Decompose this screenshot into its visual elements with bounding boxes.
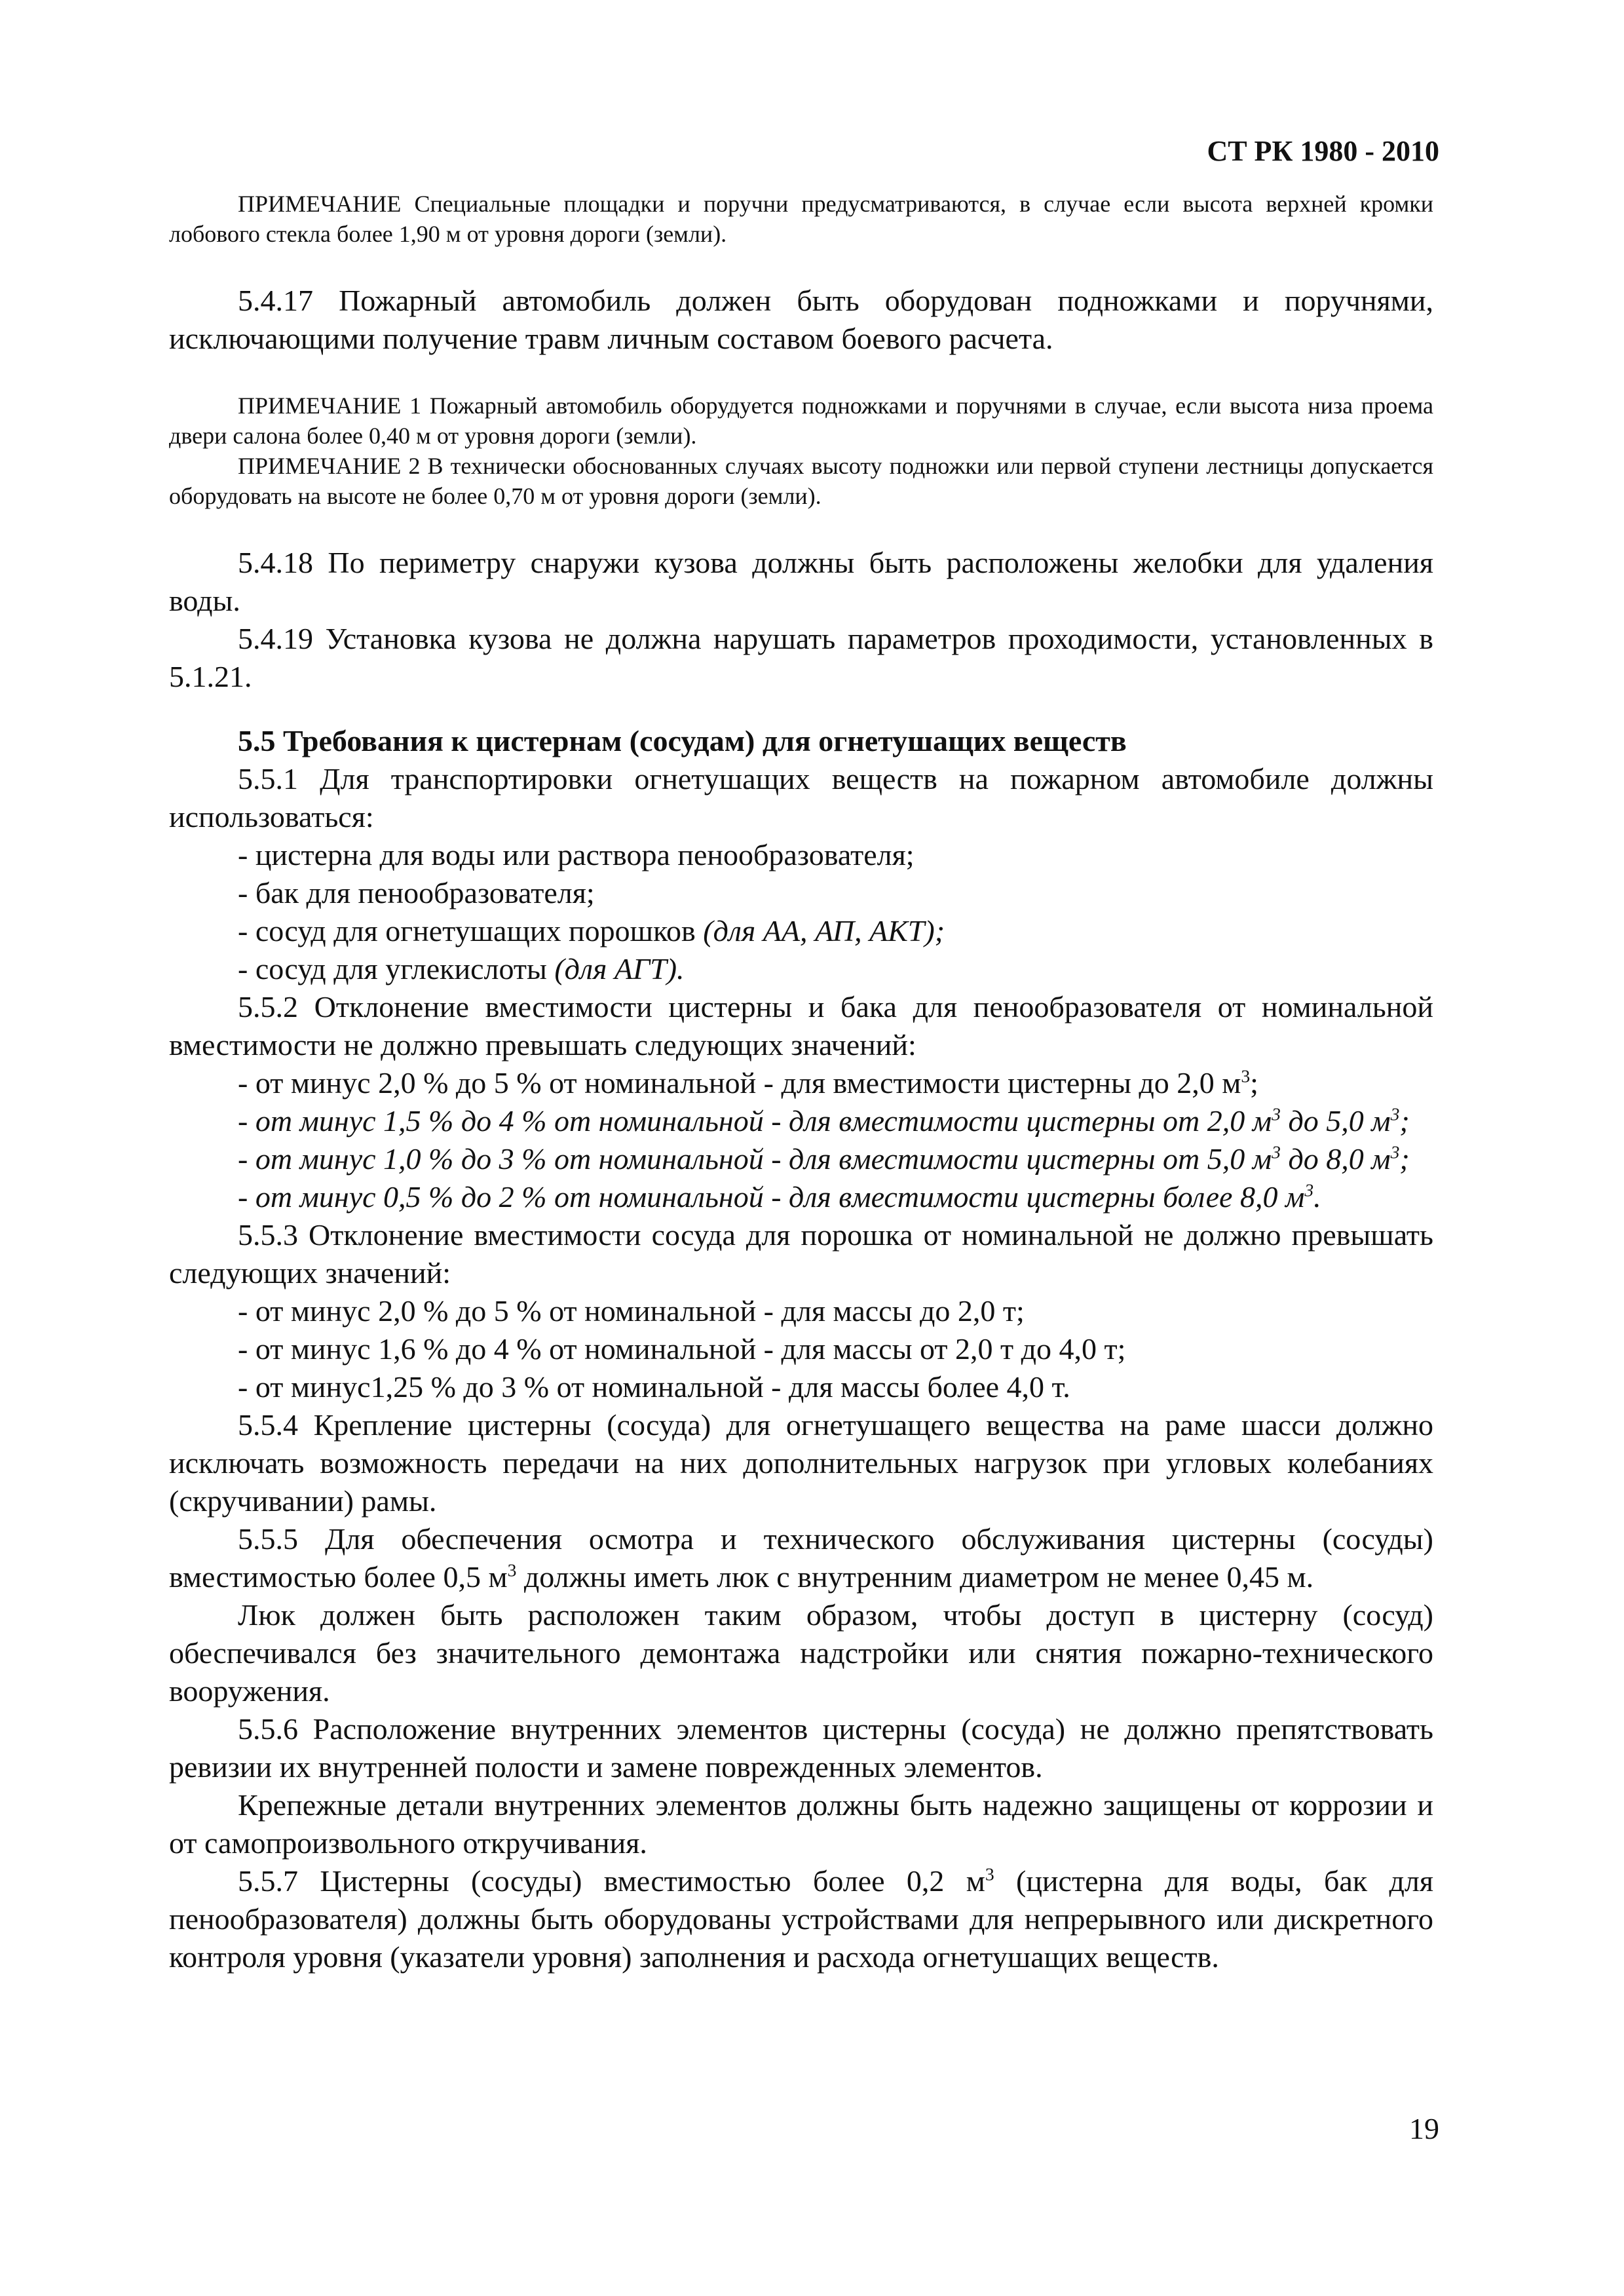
paragraph-fasteners: Крепежные детали внутренних элементов должны быть надежно защищены от коррозии и от самопроизвольного откручивания. (169, 1788, 1433, 1860)
note-2: ПРИМЕЧАНИЕ 2 В технически обоснованных случаях высоту подножки или первой ступени лестницы допускается оборудовать на высоте не более 0,70 м от уровня дороги (земли). (169, 453, 1433, 509)
list-item-text: до 5,0 м (1280, 1104, 1391, 1138)
note-1: ПРИМЕЧАНИЕ 1 Пожарный автомобиль оборудуется подножками и поручнями в случае, если высота низа проема двери салона более 0,40 м от уровня дороги (земли). (169, 392, 1433, 449)
list-item (169, 1064, 1433, 1102)
superscript: 3 (1241, 1065, 1251, 1086)
paragraph-text: (цистерна для воды, бак для пенообразователя) должны быть оборудованы устройствами для непрерывного или дискретного контроля уровня (указатели уровня) заполнения и расхода огнетушащих веществ. (169, 1864, 1434, 1974)
list-item-text: ; (1399, 1142, 1410, 1176)
paragraph-5-4-17: 5.4.17 Пожарный автомобиль должен быть оборудован подножками и поручнями, исключающими получение травм личным составом боевого расчета. (169, 284, 1433, 355)
superscript: 3 (1272, 1141, 1281, 1162)
paragraph-5-5-6: 5.5.6 Расположение внутренних элементов цистерны (сосуда) не должно препятствовать ревизии их внутренней полости и замене поврежденных элементов. (169, 1712, 1433, 1784)
list-item-text: - от минус 2,0 % до 5 % от номинальной - для вместимости цистерны до 2,0 м (238, 1066, 1241, 1100)
superscript: 3 (507, 1559, 517, 1580)
list-item (169, 1140, 1433, 1178)
page-number: 19 (1409, 2112, 1439, 2145)
superscript: 3 (1272, 1103, 1281, 1124)
list-item: - от минус 1,6 % до 4 % от номинальной - для массы от 2,0 т до 4,0 т; (238, 1332, 1126, 1366)
list-item-text: - сосуд для огнетушащих порошков (238, 914, 704, 947)
list-item-text: до 8,0 м (1280, 1142, 1391, 1176)
paragraph-text: должны иметь люк с внутренним диаметром не менее 0,45 м. (516, 1560, 1314, 1594)
list-item-italic: (для АГТ). (554, 952, 685, 985)
paragraph-5-4-19: 5.4.19 Установка кузова не должна нарушать параметров проходимости, установленных в 5.1.21. (169, 622, 1433, 693)
list-item-italic: (для АА, АП, АКТ); (703, 914, 945, 947)
note-top: ПРИМЕЧАНИЕ Специальные площадки и поручни предусматриваются, в случае если высота верхней кромки лобового стекла более 1,90 м от уровня дороги (земли). (169, 191, 1433, 247)
list-item: - от минус 2,0 % до 5 % от номинальной - для массы до 2,0 т; (238, 1294, 1025, 1328)
superscript: 3 (1304, 1179, 1314, 1200)
paragraph-text: 5.5.5 Для обеспечения осмотра и технического обслуживания цистерны (сосуды) вместимостью более 0,5 м (169, 1522, 1433, 1594)
list-item (169, 1102, 1433, 1140)
section-heading-5-5: 5.5 Требования к цистернам (сосудам) для огнетушащих веществ (238, 724, 1127, 757)
paragraph-5-5-2: 5.5.2 Отклонение вместимости цистерны и бака для пенообразователя от номинальной вместимости не должно превышать следующих значений: (169, 990, 1433, 1062)
list-item-text: ; (1399, 1104, 1410, 1138)
paragraph-5-5-4: 5.5.4 Крепление цистерны (сосуда) для огнетушащего вещества на раме шасси должно исключать возможность передачи на них дополнительных нагрузок при угловых колебаниях (скручивании) рамы. (169, 1408, 1433, 1518)
list-item: - цистерна для воды или раствора пенообразователя; (238, 838, 915, 871)
paragraph-5-5-3: 5.5.3 Отклонение вместимости сосуда для порошка от номинальной не должно превышать следующих значений: (169, 1218, 1433, 1290)
list-item-text: ; (1250, 1066, 1258, 1100)
list-item (169, 912, 1433, 950)
paragraph-5-5-7 (169, 1862, 1433, 1976)
paragraph-5-4-18: 5.4.18 По периметру снаружи кузова должны быть расположены желобки для удаления воды. (169, 546, 1433, 617)
superscript: 3 (1390, 1103, 1400, 1124)
list-item-text: - от минус 1,0 % до 3 % от номинальной - для вместимости цистерны от 5,0 м (238, 1142, 1272, 1176)
superscript: 3 (1390, 1141, 1400, 1162)
list-item-text: - сосуд для углекислоты (238, 952, 555, 985)
paragraph-text: 5.5.7 Цистерны (сосуды) вместимостью более 0,2 м (238, 1864, 985, 1898)
list-item-text: - от минус 1,5 % до 4 % от номинальной - для вместимости цистерны от 2,0 м (238, 1104, 1272, 1138)
list-item: - от минус1,25 % до 3 % от номинальной - для массы более 4,0 т. (238, 1370, 1070, 1404)
list-item-text: - от минус 0,5 % до 2 % от номинальной - для вместимости цистерны более 8,0 м (238, 1180, 1305, 1214)
list-item (169, 950, 1433, 988)
list-item (169, 1178, 1433, 1216)
superscript: 3 (985, 1864, 994, 1885)
list-item: - бак для пенообразователя; (238, 876, 595, 909)
page-content (169, 189, 1433, 1976)
paragraph-5-5-5 (169, 1520, 1433, 1596)
paragraph-5-5-1: 5.5.1 Для транспортировки огнетушащих веществ на пожарном автомобиле должны использоваться: (169, 762, 1433, 833)
list-item-text: . (1313, 1180, 1321, 1214)
standard-code-header: СТ РК 1980 - 2010 (1207, 135, 1439, 167)
paragraph-hatch: Люк должен быть расположен таким образом, чтобы доступ в цистерну (сосуд) обеспечивался без значительного демонтажа надстройки или снятия пожарно-технического вооружения. (169, 1598, 1433, 1708)
